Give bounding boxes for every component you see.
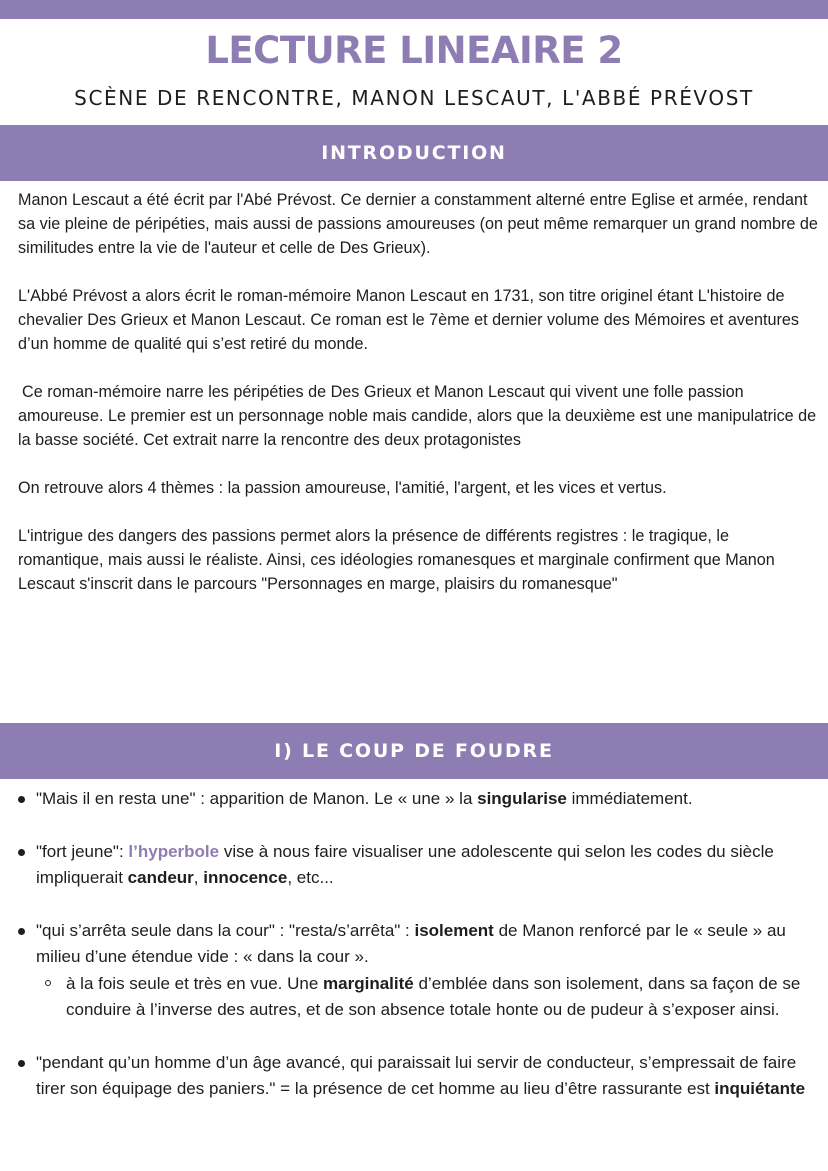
bullet-text: "qui s’arrêta seule dans la cour" : "resta/s’arrêta" : (36, 920, 415, 940)
section-heading-coup-de-foudre: I) LE COUP DE FOUDRE (0, 723, 828, 779)
keyword: singularise (477, 789, 567, 808)
bullet-list (16, 786, 828, 1129)
bullet-text: immédiatement. (566, 789, 693, 808)
bullet-dot-icon (18, 849, 25, 856)
bullet-text: , (193, 868, 204, 887)
intro-paragraph: Ce roman-mémoire narre les péripéties de Des Grieux et Manon Lescaut qui vivent une folle passion amoureuse. Le premier est un personnage noble mais candide, alors que la deuxième est une manipulatrice de la basse société. Cet extrait narre la rencontre des deux protagonistes (18, 383, 817, 449)
bullet-item (16, 839, 828, 892)
bullet-dot-icon (18, 796, 25, 803)
bullet-text: , etc... (287, 868, 334, 887)
sub-bullet-text: à la fois seule et très en vue. Une (66, 973, 324, 993)
intro-paragraph: On retrouve alors 4 thèmes : la passion amoureuse, l'amitié, l'argent, et les vices et vertus. (18, 479, 667, 497)
bullet-item (16, 918, 828, 1024)
bullet-dot-icon (18, 928, 25, 935)
keyword: isolement (414, 920, 494, 940)
bullet-item (16, 786, 828, 813)
bullet-text: "fort jeune": (36, 841, 129, 861)
intro-paragraph: L'Abbé Prévost a alors écrit le roman-mémoire Manon Lescaut en 1731, son titre originel étant L'histoire de chevalier Des Grieux et Manon Lescaut. Ce roman est le 7ème et dernier volume des Mémoires et aventures d’un homme de qualité qui s’est retiré du monde. (18, 287, 799, 353)
intro-paragraph: Manon Lescaut a été écrit par l'Abé Prévost. Ce dernier a constamment alterné entre Eglise et armée, rendant sa vie pleine de péripéties, mais aussi de passions amoureuses (on peut même remarquer un grand nombre de similitudes entre la vie de l'auteur et celle de Des Grieux). (18, 191, 818, 257)
bullet-text: "Mais il en resta une" : apparition de Manon. Le « une » la (36, 789, 478, 808)
highlighted-term: l’hyperbole (128, 841, 220, 861)
bullet-text: "pendant qu’un homme d’un âge avancé, qui paraissait lui servir de conducteur, s’empressait de faire tirer son équipage des paniers." = la présence de cet homme au lieu d’être rassurante est (36, 1052, 797, 1098)
page-title: LECTURE LINEAIRE 2 (205, 29, 623, 72)
introduction-heading: INTRODUCTION (0, 125, 828, 181)
bullet-dot-icon (18, 1060, 25, 1067)
page-subtitle: SCÈNE DE RENCONTRE, MANON LESCAUT, L'ABBÉ PRÉVOST (74, 86, 754, 110)
keyword: candeur (127, 868, 194, 887)
bullet-text: vise à nous faire visualiser une adolescente qui selon les codes du siècle impliquerait (36, 841, 774, 887)
bullet-item (16, 1050, 828, 1103)
introduction-body (18, 188, 818, 596)
intro-paragraph: L'intrigue des dangers des passions permet alors la présence de différents registres : le tragique, le romantique, mais aussi le réaliste. Ainsi, ces idéologies romanesques et marginale confirment que Manon Lescaut s'inscrit dans le parcours "Personnages en marge, plaisirs du romanesque" (18, 527, 775, 593)
keyword: marginalité (323, 973, 414, 993)
sub-bullet-text: d’emblée dans son isolement, dans sa façon de se conduire à l’inverse des autres, et de son absence totale honte ou de pudeur à s’exposer ainsi. (66, 973, 801, 1019)
keyword: inquiétante (714, 1079, 806, 1098)
bullet-text: de Manon renforcé par le « seule » au milieu d’une étendue vide : « dans la cour ». (36, 920, 786, 966)
top-accent-bar (0, 0, 828, 19)
sub-bullet-circle-icon (45, 980, 51, 986)
sub-bullet-item (16, 971, 828, 1024)
keyword: innocence (203, 868, 288, 887)
